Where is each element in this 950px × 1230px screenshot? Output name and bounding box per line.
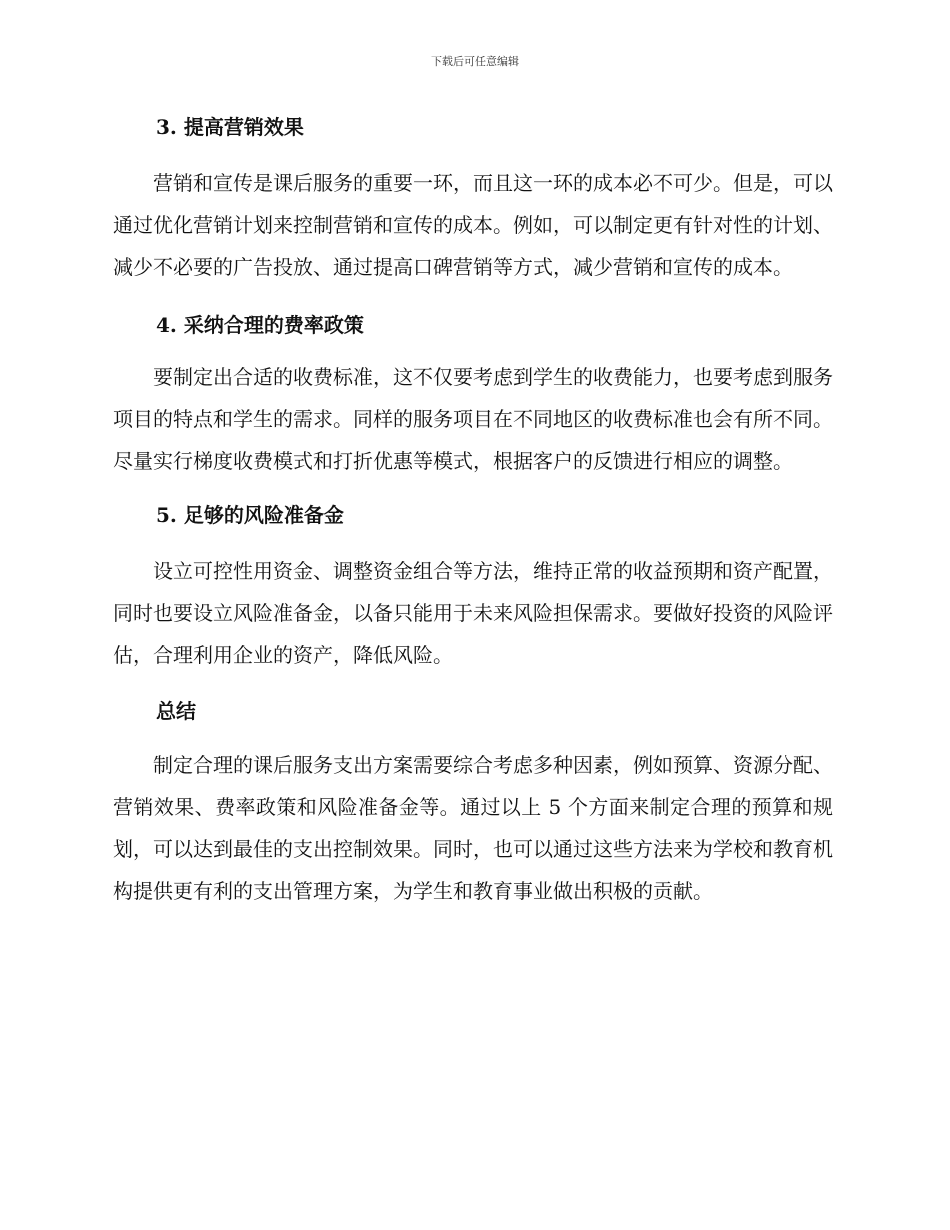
page-header-note: 下载后可任意编辑 bbox=[431, 55, 519, 68]
document-body bbox=[113, 108, 833, 912]
section-paragraph-marketing: 营销和宣传是课后服务的重要一环，而且这一环的成本必不可少。但是，可以通过优化营销计划来控制营销和宣传的成本。例如，可以制定更有针对性的计划、减少不必要的广告投放、通过提高口碑营销等方式，减少营销和宣传的成本。 bbox=[113, 171, 833, 279]
section-heading-risk-reserve: 5. 足够的风险准备金 bbox=[156, 503, 344, 527]
section-heading-fee-policy: 4. 采纳合理的费率政策 bbox=[156, 313, 364, 337]
section-paragraph-summary: 制定合理的课后服务支出方案需要综合考虑多种因素，例如预算、资源分配、营销效果、费率政策和风险准备金等。通过以上 5 个方面来制定合理的预算和规划，可以达到最佳的支出控制效果。同时，也可以通过这些方法来为学校和教育机构提供更有利的支出管理方案，为学生和教育事业做出积极的贡献。 bbox=[113, 753, 833, 903]
section-paragraph-risk-reserve: 设立可控性用资金、调整资金组合等方法，维持正常的收益预期和资产配置，同时也要设立风险准备金，以备只能用于未来风险担保需求。要做好投资的风险评估，合理利用企业的资产，降低风险。 bbox=[113, 559, 833, 667]
section-paragraph-fee-policy: 要制定出合适的收费标准，这不仅要考虑到学生的收费能力，也要考虑到服务项目的特点和学生的需求。同样的服务项目在不同地区的收费标准也会有所不同。尽量实行梯度收费模式和打折优惠等模式，根据客户的反馈进行相应的调整。 bbox=[113, 365, 833, 473]
section-heading-marketing: 3. 提高营销效果 bbox=[156, 115, 304, 139]
section-heading-summary: 总结 bbox=[156, 699, 196, 723]
